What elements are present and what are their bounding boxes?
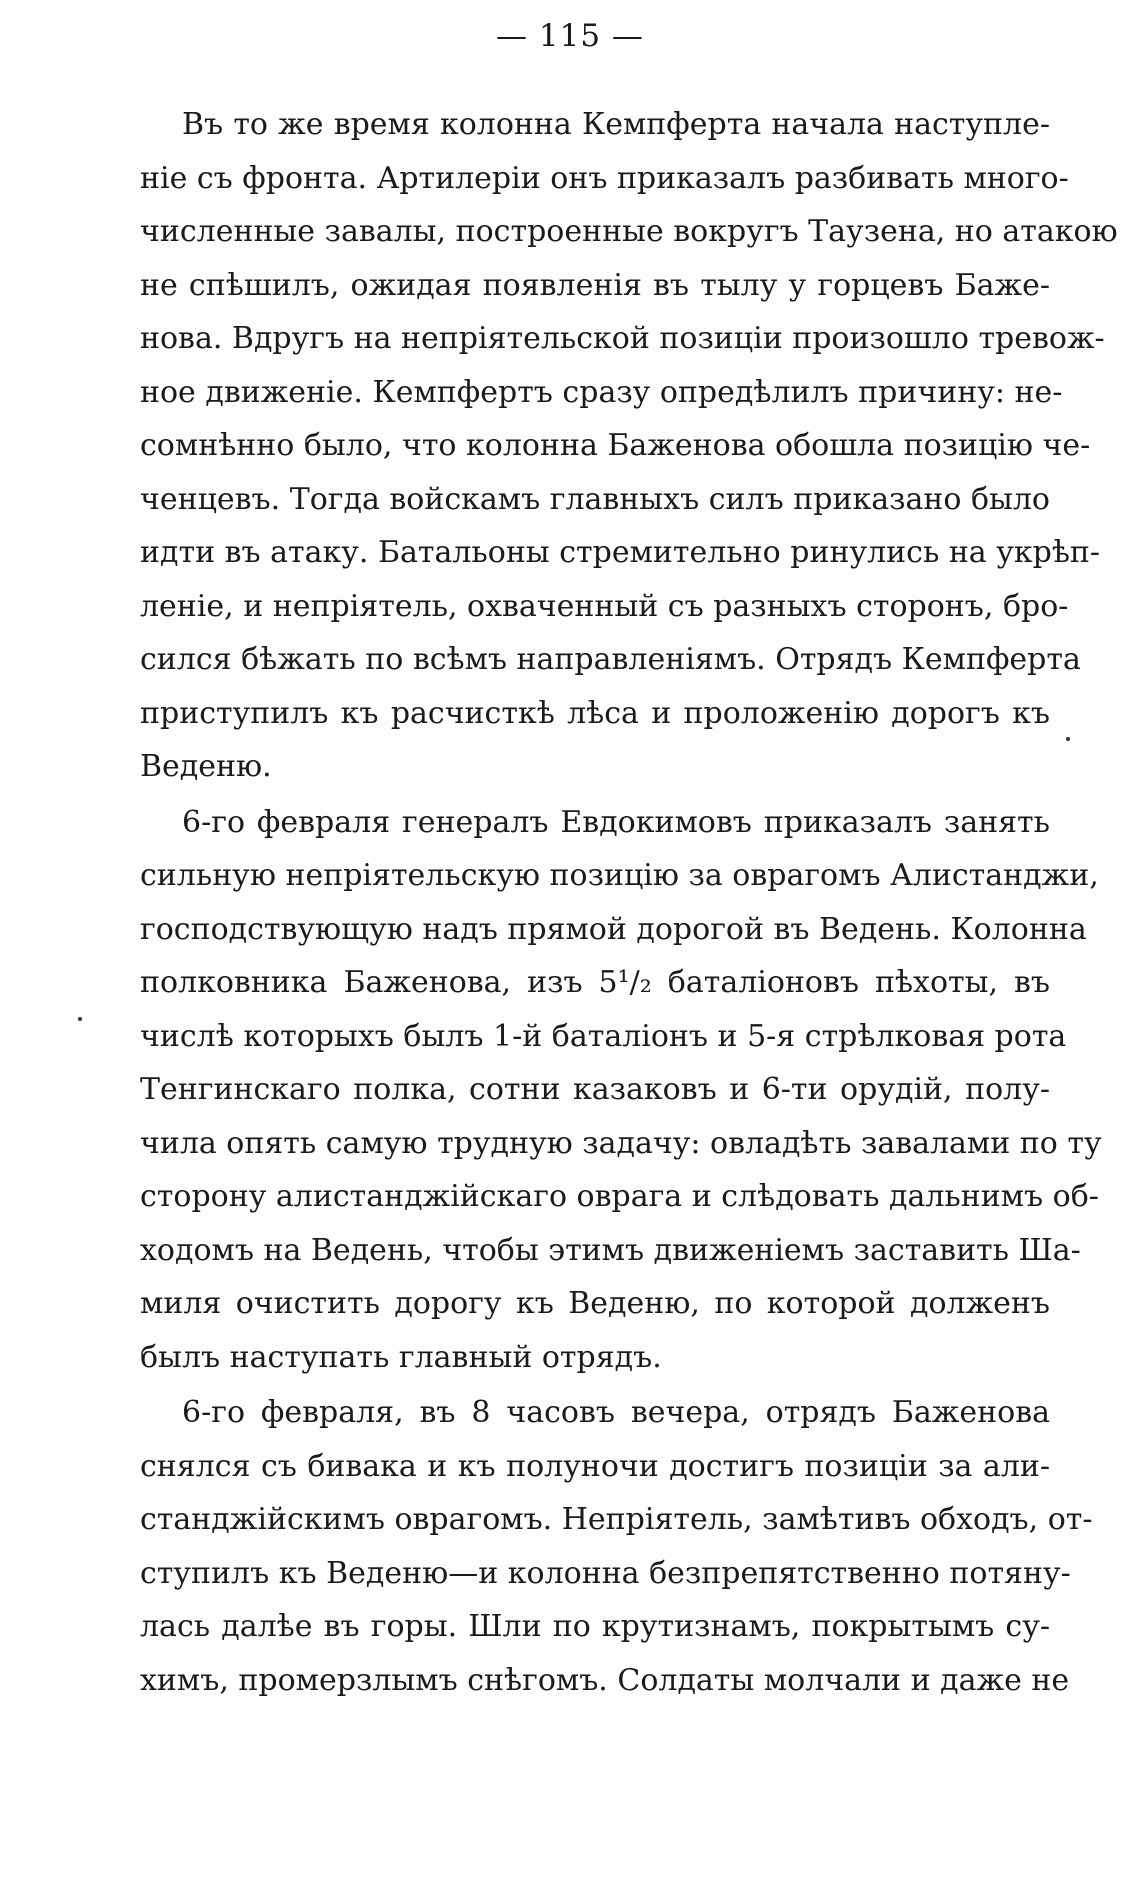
text-line: сторону алистанджійскаго оврага и слѣдовать дальнимъ об- bbox=[140, 1179, 1099, 1214]
text-line: нова. Вдругъ на непріятельской позиціи произошло тревож- bbox=[140, 321, 1105, 356]
paragraph-2 bbox=[140, 796, 1102, 1385]
text-line: ное движеніе. Кемпфертъ сразу опредѣлилъ причину: не- bbox=[140, 374, 1063, 410]
text-line: станджійскимъ оврагомъ. Непріятель, замѣтивъ обходъ, от- bbox=[140, 1502, 1093, 1537]
text-line: ніе съ фронта. Артилеріи онъ приказалъ разбивать много- bbox=[140, 160, 1069, 196]
text-line: сильную непріятельскую позицію за оврагомъ Алистанджи, bbox=[140, 858, 1099, 893]
text-line: лась далѣе въ горы. Шли по крутизнамъ, покрытымъ су- bbox=[140, 1609, 1050, 1644]
text-line: Веденю. bbox=[140, 749, 272, 784]
text-line: снялся съ бивака и къ полуночи достигъ позиціи за али- bbox=[140, 1448, 1050, 1484]
text-line: ходомъ на Ведень, чтобы этимъ движеніемъ заставить Ша- bbox=[140, 1232, 1081, 1268]
text-line: приступилъ къ расчисткѣ лѣса и проложенію дорогъ къ bbox=[140, 695, 1050, 731]
text-line: миля очистить дорогу къ Веденю, по которой долженъ bbox=[140, 1286, 1050, 1321]
text-line: Тенгинскаго полка, сотни казаковъ и 6-ти орудій, полу- bbox=[140, 1072, 1050, 1107]
text-line: 6-го февраля, въ 8 часовъ вечера, отрядъ Баженова bbox=[182, 1395, 1050, 1430]
text-line: 6-го февраля генералъ Евдокимовъ приказалъ занять bbox=[182, 804, 1050, 840]
paragraph-1 bbox=[140, 98, 1118, 794]
text-line: господствующую надъ прямой дорогой въ Ведень. Колонна bbox=[140, 911, 1087, 947]
text-line: химъ, промерзлымъ снѣгомъ. Солдаты молчали и даже не bbox=[140, 1662, 1070, 1698]
text-line: ступилъ къ Веденю—и колонна безпрепятственно потяну- bbox=[140, 1555, 1071, 1591]
paragraph-3 bbox=[140, 1386, 1093, 1707]
text-line: сомнѣнно было, что колонна Баженова обошла позицію че- bbox=[140, 428, 1091, 463]
body-text bbox=[140, 98, 1118, 1707]
text-line: былъ наступать главный отрядъ. bbox=[140, 1339, 662, 1375]
text-line: ченцевъ. Тогда войскамъ главныхъ силъ приказано было bbox=[140, 481, 1050, 517]
text-line: леніе, и непріятель, охваченный съ разныхъ сторонъ, бро- bbox=[140, 588, 1069, 624]
text-line: сился бѣжать по всѣмъ направленіямъ. Отрядъ Кемпферта bbox=[140, 642, 1081, 677]
text-line: численные завалы, построенные вокругъ Таузена, но атакою bbox=[140, 214, 1118, 249]
text-line: идти въ атаку. Батальоны стремительно ринулись на укрѣп- bbox=[140, 535, 1101, 570]
text-line: полковника Баженова, изъ 5¹/₂ баталіоновъ пѣхоты, въ bbox=[140, 965, 1050, 1000]
text-line: Въ то же время колонна Кемпферта начала наступле- bbox=[182, 107, 1050, 142]
text-line: чила опять самую трудную задачу: овладѣть завалами по ту bbox=[140, 1125, 1102, 1161]
page-number: — 115 — bbox=[496, 18, 644, 54]
margin-speck bbox=[78, 1017, 82, 1021]
margin-speck bbox=[1066, 737, 1070, 741]
text-line: не спѣшилъ, ожидая появленія въ тылу у горцевъ Баже- bbox=[140, 267, 1050, 303]
text-line: числѣ которыхъ былъ 1-й баталіонъ и 5-я стрѣлковая рота bbox=[140, 1018, 1067, 1054]
